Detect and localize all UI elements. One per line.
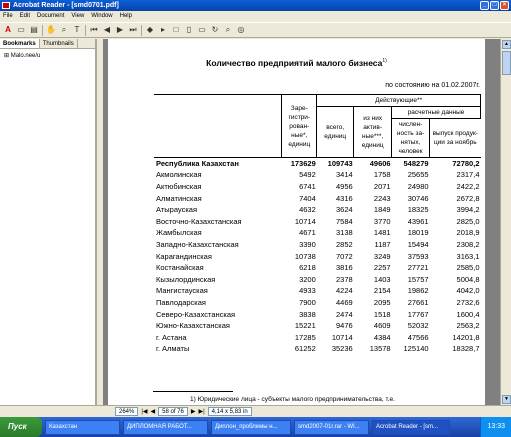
taskbar	[0, 417, 511, 437]
active-cell: 2243	[373, 193, 391, 203]
total-cell: 3624	[336, 205, 353, 215]
total-cell: 3816	[336, 263, 353, 273]
total-cell: 7072	[336, 251, 353, 261]
table-row	[154, 158, 481, 170]
registered-cell: 4632	[299, 205, 316, 215]
rotate-icon[interactable]: ↻	[211, 25, 219, 34]
registered-cell: 10714	[294, 216, 316, 226]
active-cell: 1481	[373, 228, 391, 238]
output-cell: 18328,7	[452, 344, 480, 354]
total-cell: 4224	[336, 286, 353, 296]
region-cell: Карагандинская	[156, 251, 212, 261]
total-cell: 3414	[336, 170, 353, 180]
web-icon[interactable]: ◎	[237, 25, 245, 34]
close-button[interactable]: ×	[500, 1, 509, 10]
toolbar-divider	[42, 25, 43, 36]
employees-cell: 17767	[407, 309, 429, 319]
total-cell: 4316	[336, 193, 353, 203]
footnote: 1) Юридические лица - субъекты малого предпринимательства, т.е.	[190, 396, 395, 403]
total-cell: 2474	[336, 309, 353, 319]
task-item-active[interactable]: Acrobat Reader - [sm...	[372, 420, 450, 435]
output-cell: 5004,8	[456, 274, 480, 284]
menu-view[interactable]: View	[71, 13, 85, 19]
region-cell: Актюбинская	[156, 181, 202, 191]
document-area	[103, 39, 500, 405]
output-cell: 2732,6	[456, 297, 480, 307]
region-cell: Алматинская	[156, 193, 202, 203]
task-item[interactable]: Диплон_проблемы н...	[211, 420, 291, 435]
total-cell: 109743	[327, 159, 353, 169]
active-header: Действующие**	[317, 95, 481, 107]
registered-cell: 61252	[294, 344, 316, 354]
zoom-tool-icon[interactable]: ⌕	[61, 25, 67, 34]
region-cell: Павлодарская	[156, 297, 206, 307]
actual-size-icon[interactable]: □	[173, 25, 179, 34]
hand-tool-icon[interactable]: ✋	[46, 25, 56, 34]
output-cell: 1600,4	[456, 309, 480, 319]
menu-edit[interactable]: Edit	[19, 13, 31, 19]
table-row	[154, 320, 481, 332]
employees-cell: 548279	[403, 159, 429, 169]
title-bar	[0, 0, 511, 11]
status-bar	[0, 405, 511, 416]
active-cell: 2095	[373, 297, 391, 307]
acrobat-logo-icon: A	[5, 25, 11, 34]
table-row	[154, 262, 481, 274]
registered-cell: 4933	[299, 286, 316, 296]
output-cell: 2317,4	[456, 170, 480, 180]
table-row	[154, 273, 481, 285]
navigation-pane	[0, 39, 97, 405]
open-icon[interactable]: ▭	[17, 25, 25, 34]
zoom-level[interactable]: 264%	[115, 407, 138, 416]
total-cell: 4956	[336, 181, 353, 191]
enterprise-table	[154, 94, 481, 355]
registered-header: Заре-гистри-рован-ные*, единиц	[282, 95, 317, 158]
region-cell: Мангистауская	[156, 286, 208, 296]
active-cell: 2257	[373, 263, 391, 273]
table-row	[154, 331, 481, 343]
table-row	[154, 204, 481, 216]
employees-cell: 18019	[407, 228, 429, 238]
fit-width-icon[interactable]: ▭	[198, 25, 206, 34]
region-cell: Западно-Казахстанская	[156, 239, 239, 249]
tab-bookmarks[interactable]: Bookmarks	[0, 39, 40, 48]
active-cell: 49606	[369, 159, 391, 169]
acrobat-app-icon	[2, 2, 10, 9]
region-cell: Атырауская	[156, 205, 198, 215]
scroll-thumb[interactable]	[502, 51, 511, 75]
output-cell: 3994,2	[456, 205, 480, 215]
total-cell: 9476	[336, 321, 353, 331]
maximize-button[interactable]: □	[490, 1, 499, 10]
employees-cell: 27721	[407, 263, 429, 273]
employees-cell: 24980	[407, 181, 429, 191]
active-cell: 2071	[373, 181, 391, 191]
region-cell: Костанайская	[156, 263, 204, 273]
employees-cell: 18325	[407, 205, 429, 215]
pdf-page	[108, 39, 485, 405]
registered-cell: 5492	[299, 170, 316, 180]
total-cell: 10714	[331, 332, 353, 342]
active-cell: 1518	[373, 309, 391, 319]
registered-cell: 10738	[294, 251, 316, 261]
output-cell: 2563,2	[456, 321, 480, 331]
fit-page-icon[interactable]: ▯	[186, 25, 192, 34]
employees-cell: 25655	[407, 170, 429, 180]
total-header: всего, единиц	[317, 107, 354, 158]
last-page-icon[interactable]: ⏭	[129, 25, 137, 34]
active-cell: 3770	[373, 216, 391, 226]
registered-cell: 6218	[299, 263, 316, 273]
table-row	[154, 308, 481, 320]
region-cell: Акмолинская	[156, 170, 202, 180]
output-cell: 2672,8	[456, 193, 480, 203]
region-cell: г. Астана	[156, 332, 187, 342]
active-cell: 3249	[373, 251, 391, 261]
prev-page-small-icon[interactable]: ◀	[150, 408, 156, 415]
first-page-small-icon[interactable]: |◀	[141, 408, 148, 415]
table-row	[154, 250, 481, 262]
menu-document[interactable]: Document	[37, 13, 65, 19]
registered-cell: 17285	[294, 332, 316, 342]
table-row	[154, 227, 481, 239]
employees-cell: 19862	[407, 286, 429, 296]
total-cell: 35236	[331, 344, 353, 354]
bookmark-item[interactable]	[0, 49, 95, 62]
region-cell: г. Алматы	[156, 344, 190, 354]
previous-page-icon[interactable]: ◀	[103, 25, 111, 34]
tab-thumbnails[interactable]: Thumbnails	[40, 39, 78, 48]
page-size: 4,14 x 5,83 in	[208, 407, 252, 416]
table-row	[154, 297, 481, 309]
of-them-active-header: из них актив-ные***, единиц	[354, 107, 392, 158]
window-title: Acrobat Reader - [smd0701.pdf]	[13, 2, 119, 9]
as-of-date: по состоянию на 01.02.2007г.	[385, 82, 480, 89]
table-row	[154, 192, 481, 204]
calc-header: расчетные данные	[392, 107, 481, 119]
table-row	[154, 343, 481, 355]
scroll-down-icon[interactable]: ▼	[502, 395, 511, 404]
table-row	[154, 285, 481, 297]
bookmark-label: Malo.nee/u	[10, 53, 41, 59]
next-page-small-icon[interactable]: ▶	[190, 408, 196, 415]
task-item[interactable]: smd2007-01r.rar - WI...	[294, 420, 369, 435]
active-cell: 2154	[373, 286, 391, 296]
registered-cell: 7404	[299, 193, 316, 203]
active-cell: 1758	[373, 170, 391, 180]
registered-cell: 7900	[299, 297, 316, 307]
table-row	[154, 215, 481, 227]
page-title: Количество предприятий малого бизнеса$^{1)}$	[206, 58, 387, 68]
table-row	[154, 169, 481, 181]
start-button[interactable]: Пуск	[0, 417, 42, 437]
registered-cell: 15221	[294, 321, 316, 331]
total-cell: 7584	[336, 216, 353, 226]
table-row	[154, 181, 481, 193]
registered-cell: 4671	[299, 228, 316, 238]
vertical-scrollbar[interactable]	[500, 39, 511, 405]
employees-cell: 52032	[407, 321, 429, 331]
find-icon[interactable]: ⌕	[225, 25, 231, 34]
output-cell: 72780,2	[452, 159, 480, 169]
output-cell: 2308,2	[456, 239, 480, 249]
active-cell: 1403	[373, 274, 391, 284]
active-cell: 1849	[373, 205, 391, 215]
employees-cell: 30746	[407, 193, 429, 203]
region-cell: Северо-Казахстанская	[156, 309, 236, 319]
employees-header: числен-ность за-нятых, человек	[392, 119, 430, 158]
employees-cell: 47566	[407, 332, 429, 342]
employees-cell: 27661	[407, 297, 429, 307]
page-indicator[interactable]: 58 of 76	[158, 407, 188, 416]
registered-cell: 173629	[290, 159, 316, 169]
table-row	[154, 239, 481, 251]
menu-file[interactable]: File	[3, 13, 13, 19]
registered-cell: 3838	[299, 309, 316, 319]
toolbar	[0, 22, 511, 38]
clock: 13:33	[480, 417, 511, 437]
region-cell: Жамбылская	[156, 228, 202, 238]
output-cell: 3163,1	[456, 251, 480, 261]
print-icon[interactable]: ▤	[30, 25, 38, 34]
output-cell: 14201,8	[452, 332, 480, 342]
region-cell: Республика Казахстан	[156, 159, 239, 169]
menu-bar	[0, 11, 511, 22]
total-cell: 4469	[336, 297, 353, 307]
region-cell: Восточно-Казахстанская	[156, 216, 242, 226]
employees-cell: 37593	[407, 251, 429, 261]
next-page-icon[interactable]: ▶	[116, 25, 124, 34]
output-header: выпуск продук-ции за ноябрь	[430, 119, 481, 158]
region-cell: Кызылординская	[156, 274, 216, 284]
region-cell: Южно-Казахстанская	[156, 321, 230, 331]
scroll-up-icon[interactable]: ▲	[502, 40, 511, 49]
total-cell: 3138	[336, 228, 353, 238]
total-cell: 2378	[336, 274, 353, 284]
output-cell: 2585,0	[456, 263, 480, 273]
registered-cell: 3200	[299, 274, 316, 284]
employees-cell: 125140	[403, 344, 429, 354]
go-back-icon[interactable]: ◆	[146, 25, 154, 34]
go-forward-icon[interactable]: ▸	[160, 25, 165, 34]
region-header	[154, 95, 282, 158]
active-cell: 4384	[373, 332, 391, 342]
output-cell: 2422,2	[456, 181, 480, 191]
last-page-small-icon[interactable]: ▶|	[198, 408, 205, 415]
task-item[interactable]: ДИПЛОМНАЯ РАБОТ...	[123, 420, 208, 435]
active-cell: 4609	[373, 321, 391, 331]
toolbar-divider	[85, 25, 86, 36]
expand-icon[interactable]: ⊞	[4, 53, 10, 59]
total-cell: 2852	[336, 239, 353, 249]
task-item[interactable]: Казахстан	[45, 420, 120, 435]
output-cell: 2018,9	[456, 228, 480, 238]
employees-cell: 15757	[407, 274, 429, 284]
footnote-divider	[153, 391, 233, 392]
employees-cell: 15494	[407, 239, 429, 249]
menu-window[interactable]: Window	[91, 13, 113, 19]
output-cell: 4042,0	[456, 286, 480, 296]
active-cell: 1187	[374, 239, 391, 249]
active-cell: 13578	[369, 344, 391, 354]
output-cell: 2825,0	[456, 216, 480, 226]
select-text-icon[interactable]: T	[74, 25, 80, 34]
menu-help[interactable]: Help	[119, 13, 132, 19]
toolbar-divider	[141, 25, 142, 36]
registered-cell: 3390	[299, 239, 316, 249]
employees-cell: 43961	[407, 216, 429, 226]
registered-cell: 6741	[299, 181, 316, 191]
minimize-button[interactable]: _	[480, 1, 489, 10]
first-page-icon[interactable]: ⏮	[90, 25, 98, 34]
